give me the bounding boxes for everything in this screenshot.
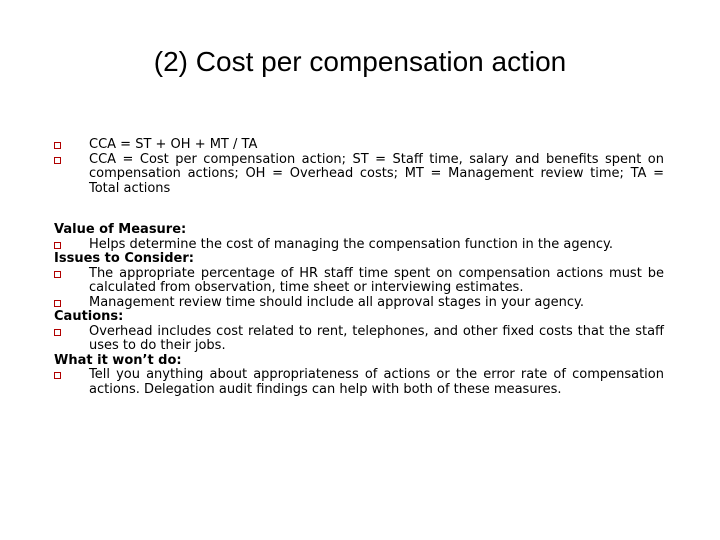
value-heading: Value of Measure:: [54, 222, 187, 237]
square-bullet-icon: [54, 329, 61, 336]
value-text: Helps determine the cost of managing the compensation function in the agency.: [89, 236, 613, 252]
wont-do-heading: What it won’t do:: [54, 352, 182, 368]
issues-item: [54, 296, 664, 311]
cautions-item: [54, 325, 664, 354]
formula-text: CCA = ST + OH + MT / TA: [89, 137, 258, 152]
definitions-item: [54, 153, 664, 197]
issues-text: The appropriate percentage of HR staff time spent on compensation actions must be calculated from observation, time sheet or interviewing estimates.: [89, 265, 664, 295]
cautions-heading: Cautions:: [54, 309, 124, 324]
square-bullet-icon: [54, 271, 61, 278]
slide-title: (2) Cost per compensation action: [153, 46, 567, 77]
wont-do-item: [54, 368, 664, 397]
square-bullet-icon: [54, 142, 61, 149]
formula-list: [54, 138, 664, 196]
cautions-text: Overhead includes cost related to rent, telephones, and other fixed costs that the staff uses to do their jobs.: [89, 323, 664, 353]
issues-text: Management review time should include all approval stages in your agency.: [89, 294, 584, 310]
square-bullet-icon: [54, 300, 61, 307]
definitions-text: CCA = Cost per compensation action; ST = Staff time, salary and benefits spent on compensation actions; OH = Overhead costs; MT = Management review time; TA = Total actions: [89, 151, 664, 196]
value-item: [54, 238, 664, 253]
square-bullet-icon: [54, 242, 61, 249]
wont-do-text: Tell you anything about appropriateness of actions or the error rate of compensation actions. Delegation audit findings can help with both of these measures.: [89, 367, 664, 397]
square-bullet-icon: [54, 372, 61, 379]
measure-details: [54, 223, 664, 397]
square-bullet-icon: [54, 157, 61, 164]
formula-item: [54, 138, 664, 153]
issues-heading: Issues to Consider:: [54, 251, 194, 266]
issues-item: [54, 267, 664, 296]
